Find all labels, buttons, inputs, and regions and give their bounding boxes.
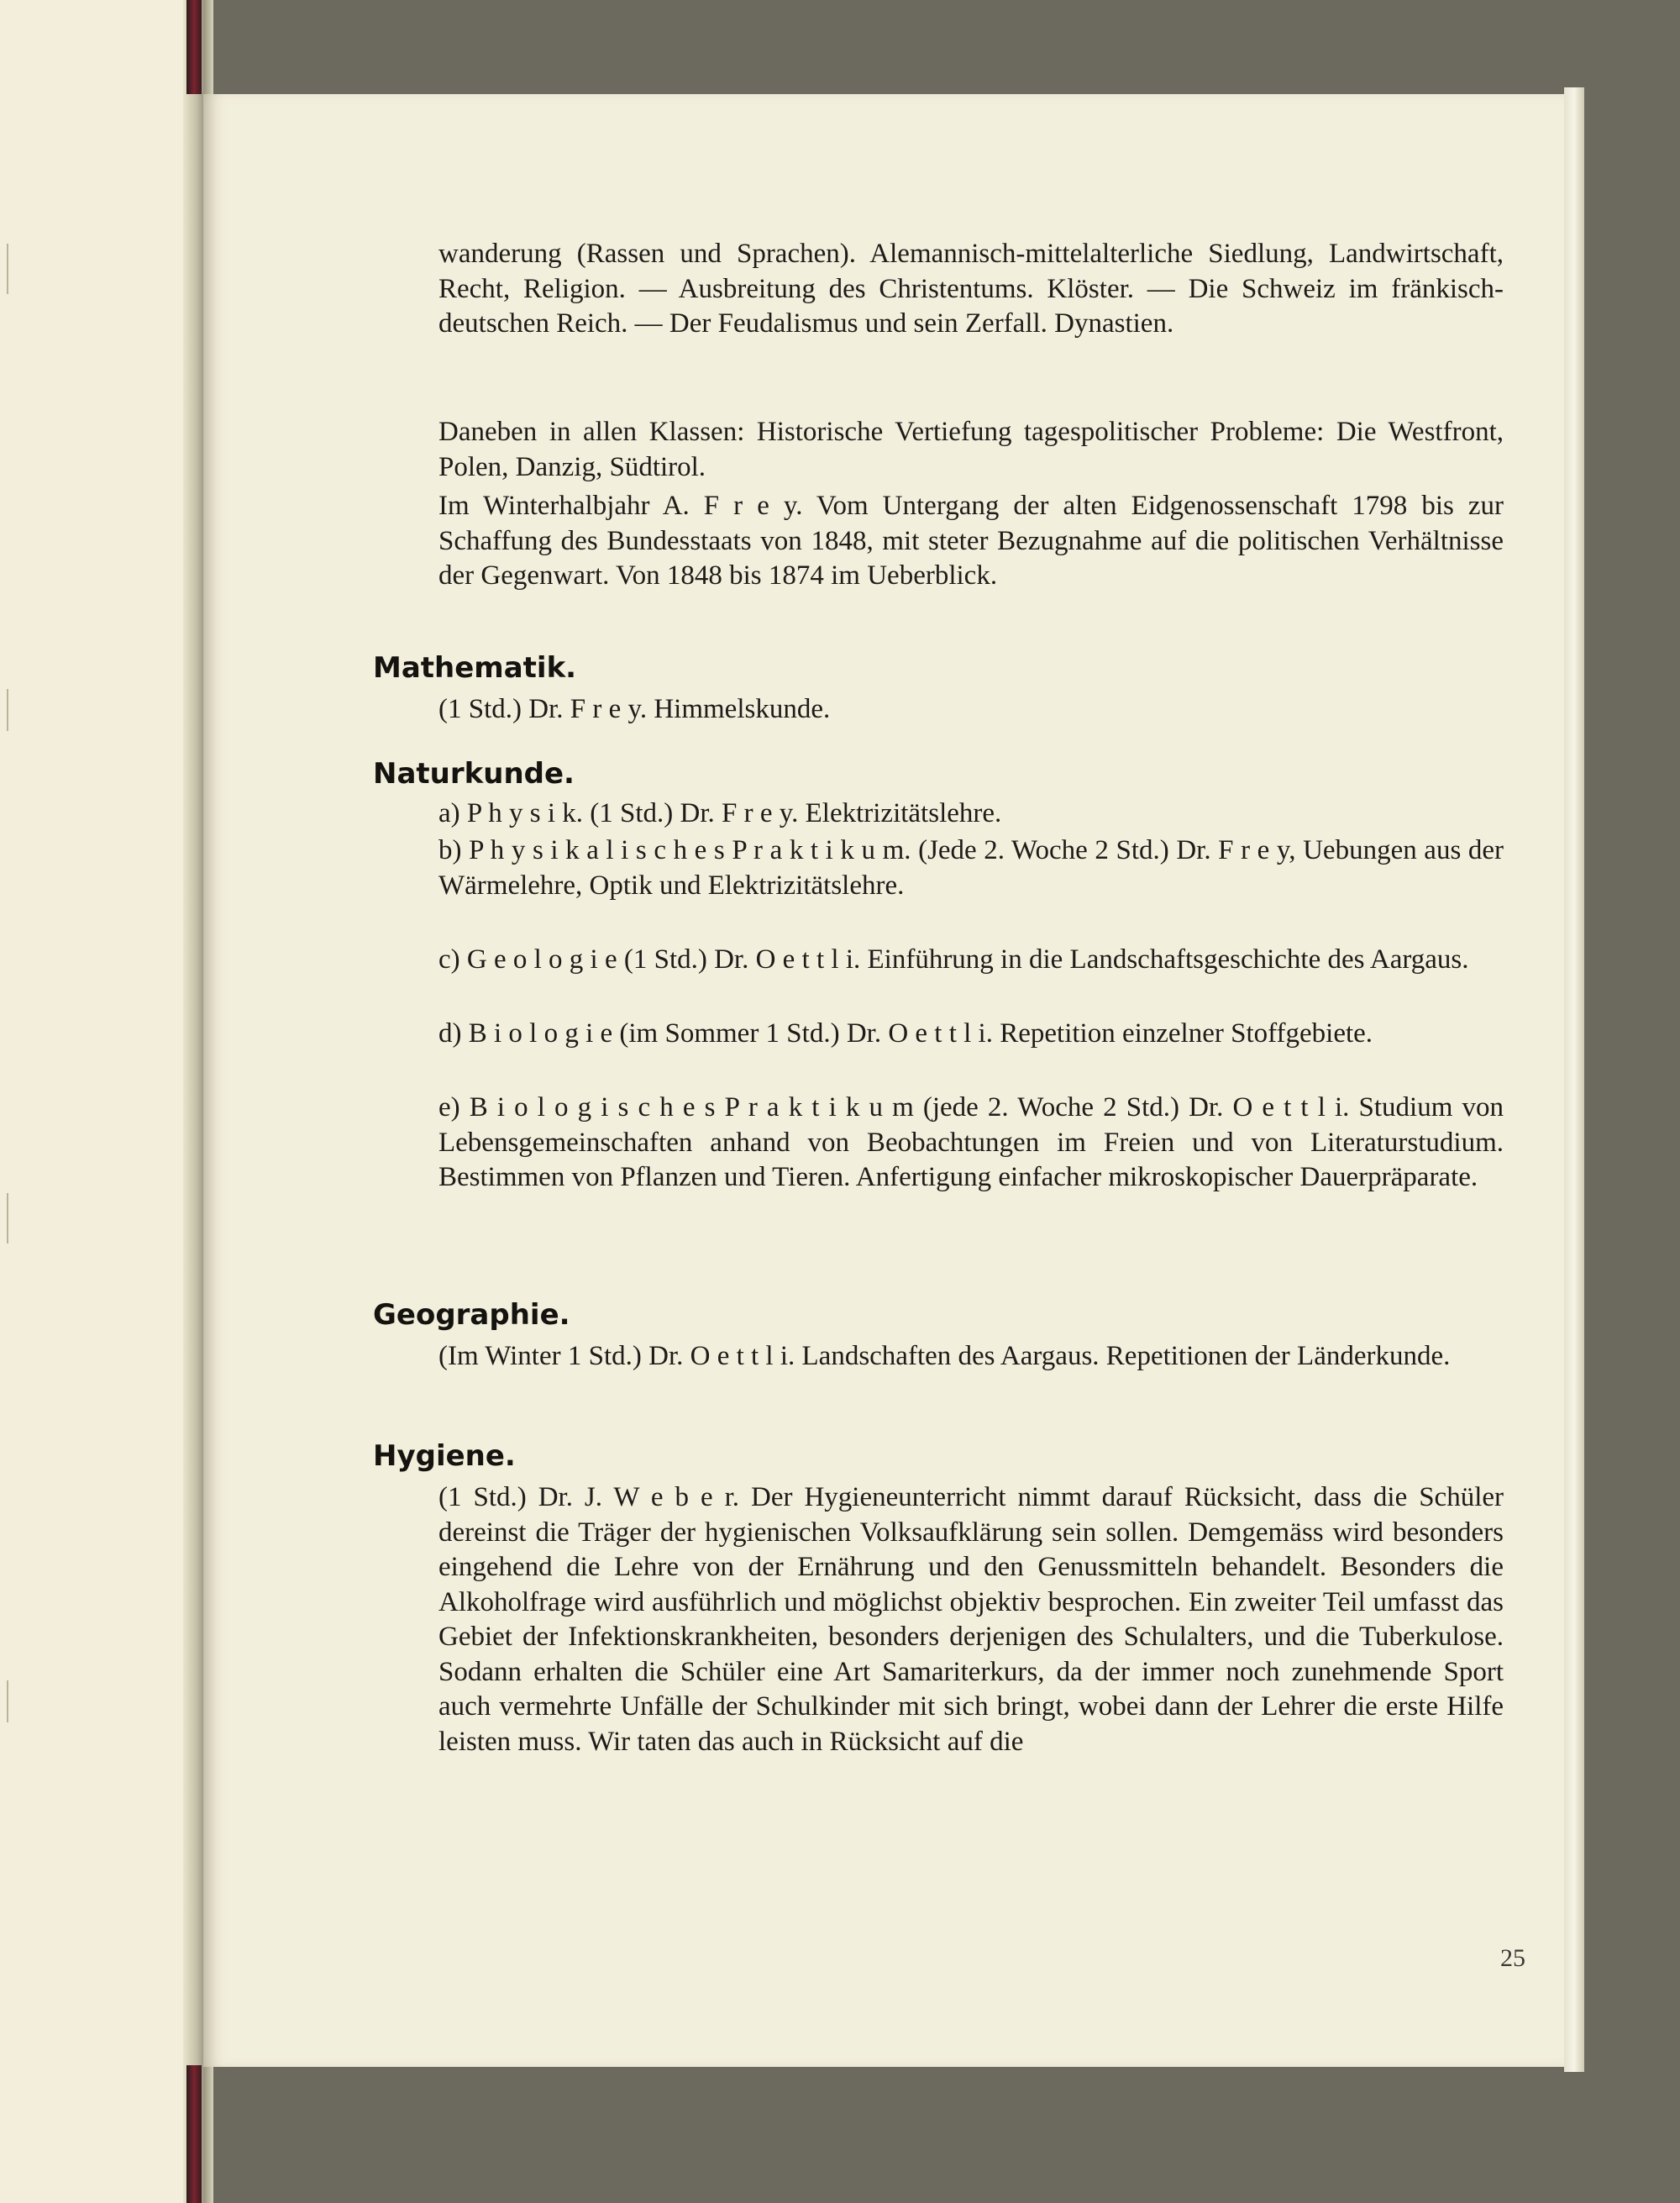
left-page-edge <box>0 0 186 2203</box>
history-paragraph-3: Im Winterhalbjahr A. F r e y. Vom Untergang der alten Eidgenossenschaft 1798 bis zur Schaffung des Bundesstaats von 1848, mit steter Bezugnahme auf die politischen Verhältnisse der Gegenwart. Von 1848 bis 1874 im Ueberblick. <box>438 491 1504 591</box>
right-page <box>203 94 1564 2067</box>
hygiene-paragraph: (1 Std.) Dr. J. W e b e r. Der Hygieneunterricht nimmt darauf Rücksicht, dass die Schüler dereinst die Träger der hygienischen Volksaufklärung sein sollen. Demgemäss wird besonders eingehend die Lehre von der Ernährung und den Genussmitteln behandelt. Besonders die Alkoholfrage wird ausführlich und möglichst objektiv besprochen. Ein zweiter Teil umfasst das Gebiet der Infektionskrankheiten, besonders derjenigen des Schulalters, und die Tuberkulose. Sodann erhalten die Schüler eine Art Samariterkurs, da der immer noch zunehmende Sport auch vermehrte Unfälle der Schulkinder mit sich bringt, wobei dann der Lehrer die erste Hilfe leisten muss. Wir taten das auch in Rücksicht auf die <box>438 1482 1504 1757</box>
bookmark-ribbon-top <box>186 0 202 94</box>
page-number: 25 <box>1500 1944 1525 1972</box>
margin-mark <box>7 1193 8 1243</box>
naturkunde-item-b: b) P h y s i k a l i s c h e s P r a k t i k u m. (Jede 2. Woche 2 Std.) Dr. F r e y, Uebungen aus der Wärmelehre, Optik und Elektrizitätslehre. <box>438 835 1504 901</box>
naturkunde-item-a: a) P h y s i k. (1 Std.) Dr. F r e y. Elektrizitätslehre. <box>438 798 1002 828</box>
naturkunde-item-e: e) B i o l o g i s c h e s P r a k t i k u m (jede 2. Woche 2 Std.) Dr. O e t t l i. Studium von Lebensgemeinschaften anhand von Beobachtungen im Freien und von Literaturstudium. Bestimmen von Pflanzen und Tieren. Anfertigung einfacher mikroskopischer Dauerpräparate. <box>438 1092 1504 1192</box>
margin-mark <box>7 689 8 731</box>
geographie-paragraph: (Im Winter 1 Std.) Dr. O e t t l i. Landschaften des Aargaus. Repetitionen der Länderkunde. <box>438 1341 1451 1371</box>
margin-mark <box>7 244 8 294</box>
history-paragraph-2: Daneben in allen Klassen: Historische Vertiefung tagespolitischer Probleme: Die Westfront, Polen, Danzig, Südtirol. <box>438 417 1504 482</box>
mathematik-paragraph: (1 Std.) Dr. F r e y. Himmelskunde. <box>438 694 831 724</box>
naturkunde-item-d: d) B i o l o g i e (im Sommer 1 Std.) Dr. O e t t l i. Repetition einzelner Stoffgebiete. <box>438 1018 1373 1049</box>
section-heading-geographie: Geographie. <box>373 1298 570 1332</box>
page-text <box>203 94 1564 2067</box>
naturkunde-item-c: c) G e o l o g i e (1 Std.) Dr. O e t t l i. Einführung in die Landschaftsgeschichte des Aargaus. <box>438 944 1469 975</box>
bookmark-ribbon-bottom <box>186 2065 202 2203</box>
section-heading-naturkunde: Naturkunde. <box>373 757 575 791</box>
page-edge <box>1564 87 1584 2072</box>
history-paragraph-1: wanderung (Rassen und Sprachen). Alemannisch-mittelalterliche Siedlung, Landwirtschaft, Recht, Religion. — Ausbreitung des Christentums. Klöster. — Die Schweiz im fränkisch-deutschen Reich. — Der Feudalismus und sein Zerfall. Dynastien. <box>438 239 1504 339</box>
section-heading-mathematik: Mathematik. <box>373 651 577 685</box>
margin-mark <box>7 1680 8 1722</box>
section-heading-hygiene: Hygiene. <box>373 1439 516 1473</box>
